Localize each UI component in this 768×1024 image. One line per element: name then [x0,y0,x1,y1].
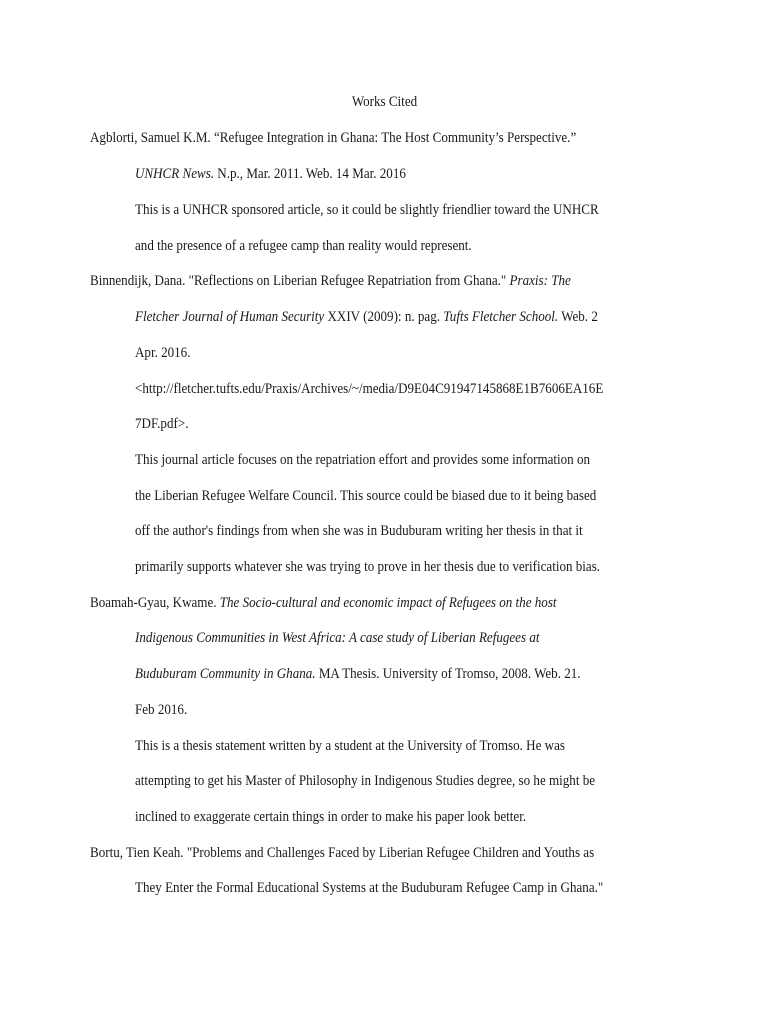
citation-volume: XXIV (2009): n. pag. [327,309,440,325]
citation-author: Bortu, Tien Keah. [90,845,184,861]
citation-line [135,665,581,683]
citation-line [135,165,406,183]
citation-pubinfo: Web. 2 [561,309,598,325]
page-title-text: Works Cited [351,94,417,110]
citation-author: Boamah-Gyau, Kwame. [90,595,217,611]
citation-title: The Socio-cultural and economic impact of Refugees on the host [219,595,557,611]
citation-title: "Reflections on Liberian Refugee Repatriation from Ghana." [188,273,507,289]
citation-pubinfo: Feb 2016. [135,702,188,718]
annotation-line: This is a UNHCR sponsored article, so it could be slightly friendlier toward the UNHCR [135,202,599,218]
annotation-line: attempting to get his Master of Philosophy in Indigenous Studies degree, so he might be [135,773,596,789]
annotation-line: This is a thesis statement written by a student at the University of Tromso. He was [135,738,565,754]
citation-pubinfo: N.p., Mar. 2011. Web. 14 Mar. 2016 [217,166,406,182]
citation-line: Apr. 2016. [135,345,191,361]
annotation-line: off the author's findings from when she was in Buduburam writing her thesis in that it [135,523,583,539]
citation-title: "Problems and Challenges Faced by Liberian Refugee Children and Youths as [186,845,595,861]
citation-line [90,594,557,612]
citation-database: Tufts Fletcher School. [443,309,559,325]
citation-title: They Enter the Formal Educational Systems at the Buduburam Refugee Camp in Ghana." [135,880,604,896]
annotation-line: the Liberian Refugee Welfare Council. This source could be biased due to it being based [135,488,597,504]
annotation-line: primarily supports whatever she was trying to prove in her thesis due to verification bias. [135,559,601,575]
citation-url: 7DF.pdf>. [135,416,189,432]
citation-url: <http://fletcher.tufts.edu/Praxis/Archives/~/media/D9E04C91947145868E1B7606EA16E [135,381,604,397]
citation-author: Agblorti, Samuel K.M. [90,130,211,146]
annotation-line: and the presence of a refugee camp than reality would represent. [135,238,472,254]
page-title [0,93,768,111]
citation-line [90,129,576,147]
citation-journal: Fletcher Journal of Human Security [135,309,325,325]
annotation-line: inclined to exaggerate certain things in order to make his paper look better. [135,809,527,825]
citation-line [90,272,571,290]
citation-source: UNHCR News. [135,166,215,182]
citation-line [135,308,598,326]
citation-title: Buduburam Community in Ghana. [135,666,316,682]
annotation-line: This journal article focuses on the repatriation effort and provides some information on [135,452,591,468]
citation-author: Binnendijk, Dana. [90,273,186,289]
citation-title: “Refugee Integration in Ghana: The Host Community’s Perspective.” [213,130,577,146]
citation-line [90,844,594,862]
citation-journal: Praxis: The [509,273,571,289]
citation-pubinfo: MA Thesis. University of Tromso, 2008. Web. 21. [318,666,581,682]
citation-title: Indigenous Communities in West Africa: A case study of Liberian Refugees at [135,630,540,646]
